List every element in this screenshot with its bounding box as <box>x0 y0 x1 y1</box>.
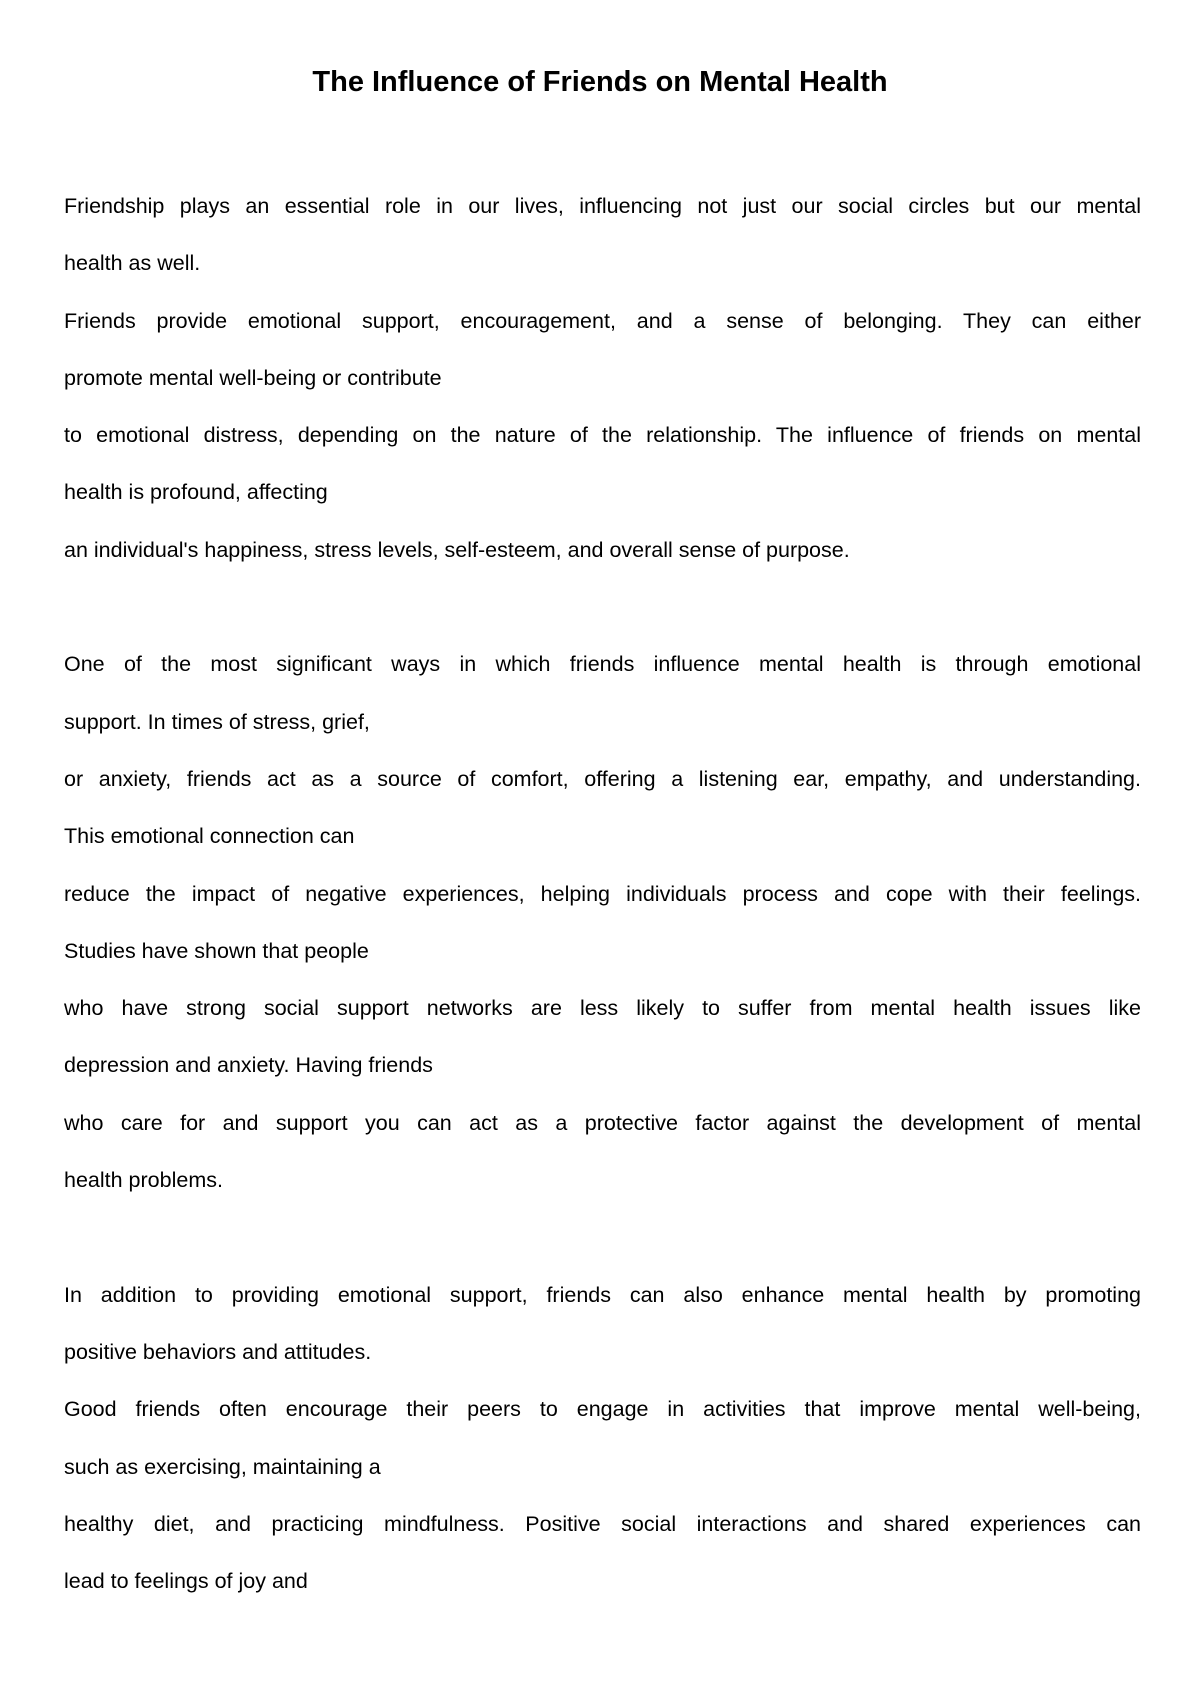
text-line: support. In times of stress, grief, <box>64 709 370 734</box>
text-line: health as well. <box>64 251 201 276</box>
text-line: Good friends often encourage their peers to engage in activities that improve mental well-being, <box>64 1397 1141 1422</box>
document-title: The Influence of Friends on Mental Health <box>312 66 888 98</box>
text-line: health is profound, affecting <box>64 480 328 505</box>
text-line: such as exercising, maintaining a <box>64 1454 381 1479</box>
text-line: to emotional distress, depending on the nature of the relationship. The influence of friends on mental <box>64 423 1141 448</box>
paragraph-1 <box>64 178 1141 579</box>
text-line: One of the most significant ways in which friends influence mental health is through emotional <box>64 652 1141 677</box>
text-line: reduce the impact of negative experiences, helping individuals process and cope with their feelings. <box>64 881 1141 906</box>
text-line: who have strong social support networks are less likely to suffer from mental health issues like <box>64 996 1141 1021</box>
paragraph-3 <box>64 1267 1141 1611</box>
text-line: positive behaviors and attitudes. <box>64 1339 372 1364</box>
text-line: Friends provide emotional support, encouragement, and a sense of belonging. They can either <box>64 308 1141 333</box>
paragraph-2 <box>64 636 1141 1209</box>
text-line: healthy diet, and practicing mindfulness. Positive social interactions and shared experiences can <box>64 1511 1141 1536</box>
text-line: who care for and support you can act as a protective factor against the development of mental <box>64 1110 1141 1135</box>
paragraph-gap <box>64 1209 1141 1266</box>
document-body <box>64 178 1141 1610</box>
text-line: lead to feelings of joy and <box>64 1569 308 1594</box>
text-line: or anxiety, friends act as a source of comfort, offering a listening ear, empathy, and understanding. <box>64 766 1141 791</box>
text-line: an individual's happiness, stress levels, self-esteem, and overall sense of purpose. <box>64 537 850 562</box>
text-line: Friendship plays an essential role in our lives, influencing not just our social circles but our mental <box>64 194 1141 218</box>
text-line: In addition to providing emotional support, friends can also enhance mental health by promoting <box>64 1282 1141 1307</box>
text-line: This emotional connection can <box>64 824 355 849</box>
text-line: Studies have shown that people <box>64 938 369 963</box>
text-line: health problems. <box>64 1168 223 1193</box>
text-line: depression and anxiety. Having friends <box>64 1053 433 1078</box>
text-line: promote mental well-being or contribute <box>64 365 442 390</box>
paragraph-gap <box>64 579 1141 636</box>
